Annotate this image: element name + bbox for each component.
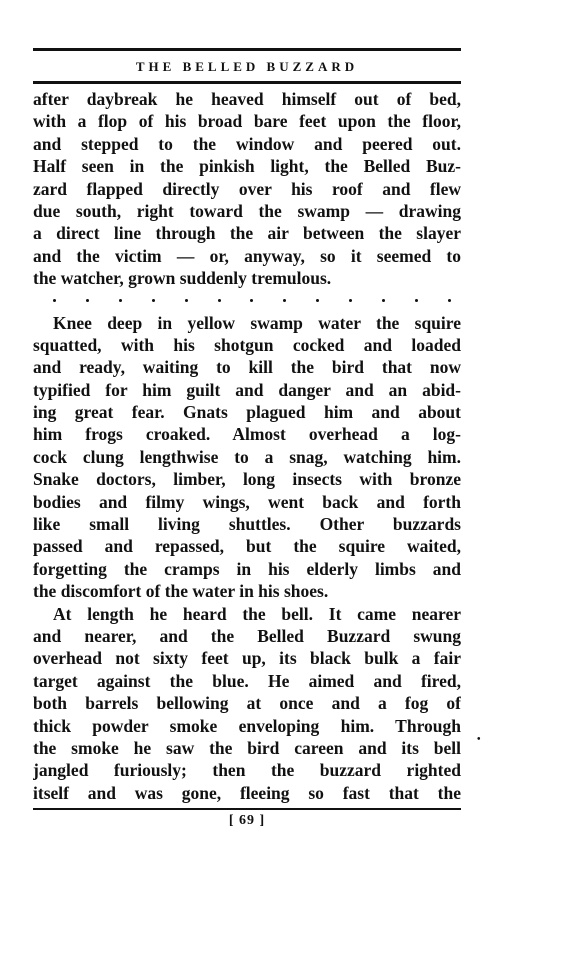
ornament-dot [382, 299, 385, 302]
text-line: overhead not sixty feet up, its black bulk a fair [33, 648, 461, 669]
text-line: cock clung lengthwise to a snag, watching him. [33, 446, 461, 467]
text-line: the watcher, grown suddenly tremulous. [33, 268, 332, 289]
text-line: the discomfort of the water in his shoes. [33, 581, 329, 602]
ornament-dot [415, 299, 418, 302]
margin-mark: • [477, 734, 481, 745]
body-text [33, 88, 461, 804]
text-line: forgetting the cramps in his elderly limbs and [33, 558, 461, 579]
paragraph-1 [33, 88, 461, 290]
ornament-dot [152, 299, 155, 302]
text-line: zard flapped directly over his roof and flew [33, 178, 461, 199]
text-line: with a flop of his broad bare feet upon the floor, [33, 111, 461, 132]
ornament-dot [53, 299, 56, 302]
text-line: Snake doctors, limber, long insects with bronze [33, 469, 461, 490]
section-break-dots [33, 290, 461, 312]
ornament-dot [185, 299, 188, 302]
ornament-dot [349, 299, 352, 302]
text-line: itself and was gone, fleeing so fast that the [33, 782, 461, 803]
text-line: and nearer, and the Belled Buzzard swung [33, 625, 461, 646]
text-line: typified for him guilt and danger and an abid- [33, 379, 461, 400]
page-number: [ 69 ] [228, 813, 266, 829]
text-line: both barrels bellowing at once and a fog of [33, 693, 461, 714]
text-line: ing great fear. Gnats plagued him and about [33, 402, 461, 423]
text-line: the smoke he saw the bird careen and its bell [33, 737, 461, 758]
text-line: bodies and filmy wings, went back and forth [33, 491, 461, 512]
paragraph-3 [33, 603, 461, 805]
text-line: target against the blue. He aimed and fired, [33, 670, 461, 691]
text-line: Knee deep in yellow swamp water the squire [53, 312, 461, 333]
text-line: due south, right toward the swamp — drawing [33, 200, 461, 221]
ornament-dot [250, 299, 253, 302]
text-line: him frogs croaked. Almost overhead a log- [33, 424, 461, 445]
ornament-dot [218, 299, 221, 302]
ornament-dot [86, 299, 89, 302]
text-line: passed and repassed, but the squire waited, [33, 536, 461, 557]
ornament-dot [119, 299, 122, 302]
text-line: and stepped to the window and peered out. [33, 133, 461, 154]
ornament-dot [283, 299, 286, 302]
book-page [33, 48, 461, 829]
text-line: and the victim — or, anyway, so it seemed to [33, 245, 461, 266]
text-line: a direct line through the air between the slayer [33, 223, 461, 244]
text-line: and ready, waiting to kill the bird that now [33, 357, 461, 378]
header-rule [33, 81, 461, 84]
text-line: like small living shuttles. Other buzzards [33, 514, 461, 535]
text-line: squatted, with his shotgun cocked and loaded [33, 334, 461, 355]
text-line: Half seen in the pinkish light, the Belled Buz- [33, 156, 461, 177]
running-head: THE BELLED BUZZARD [135, 59, 359, 74]
paragraph-2 [33, 312, 461, 603]
text-line: jangled furiously; then the buzzard righted [33, 760, 461, 781]
text-line: At length he heard the bell. It came nearer [53, 603, 461, 624]
ornament-dot [316, 299, 319, 302]
text-line: after daybreak he heaved himself out of bed, [33, 89, 461, 109]
footer-rule [33, 808, 461, 810]
ornament-dot [448, 299, 451, 302]
text-line: thick powder smoke enveloping him. Through [33, 715, 461, 736]
